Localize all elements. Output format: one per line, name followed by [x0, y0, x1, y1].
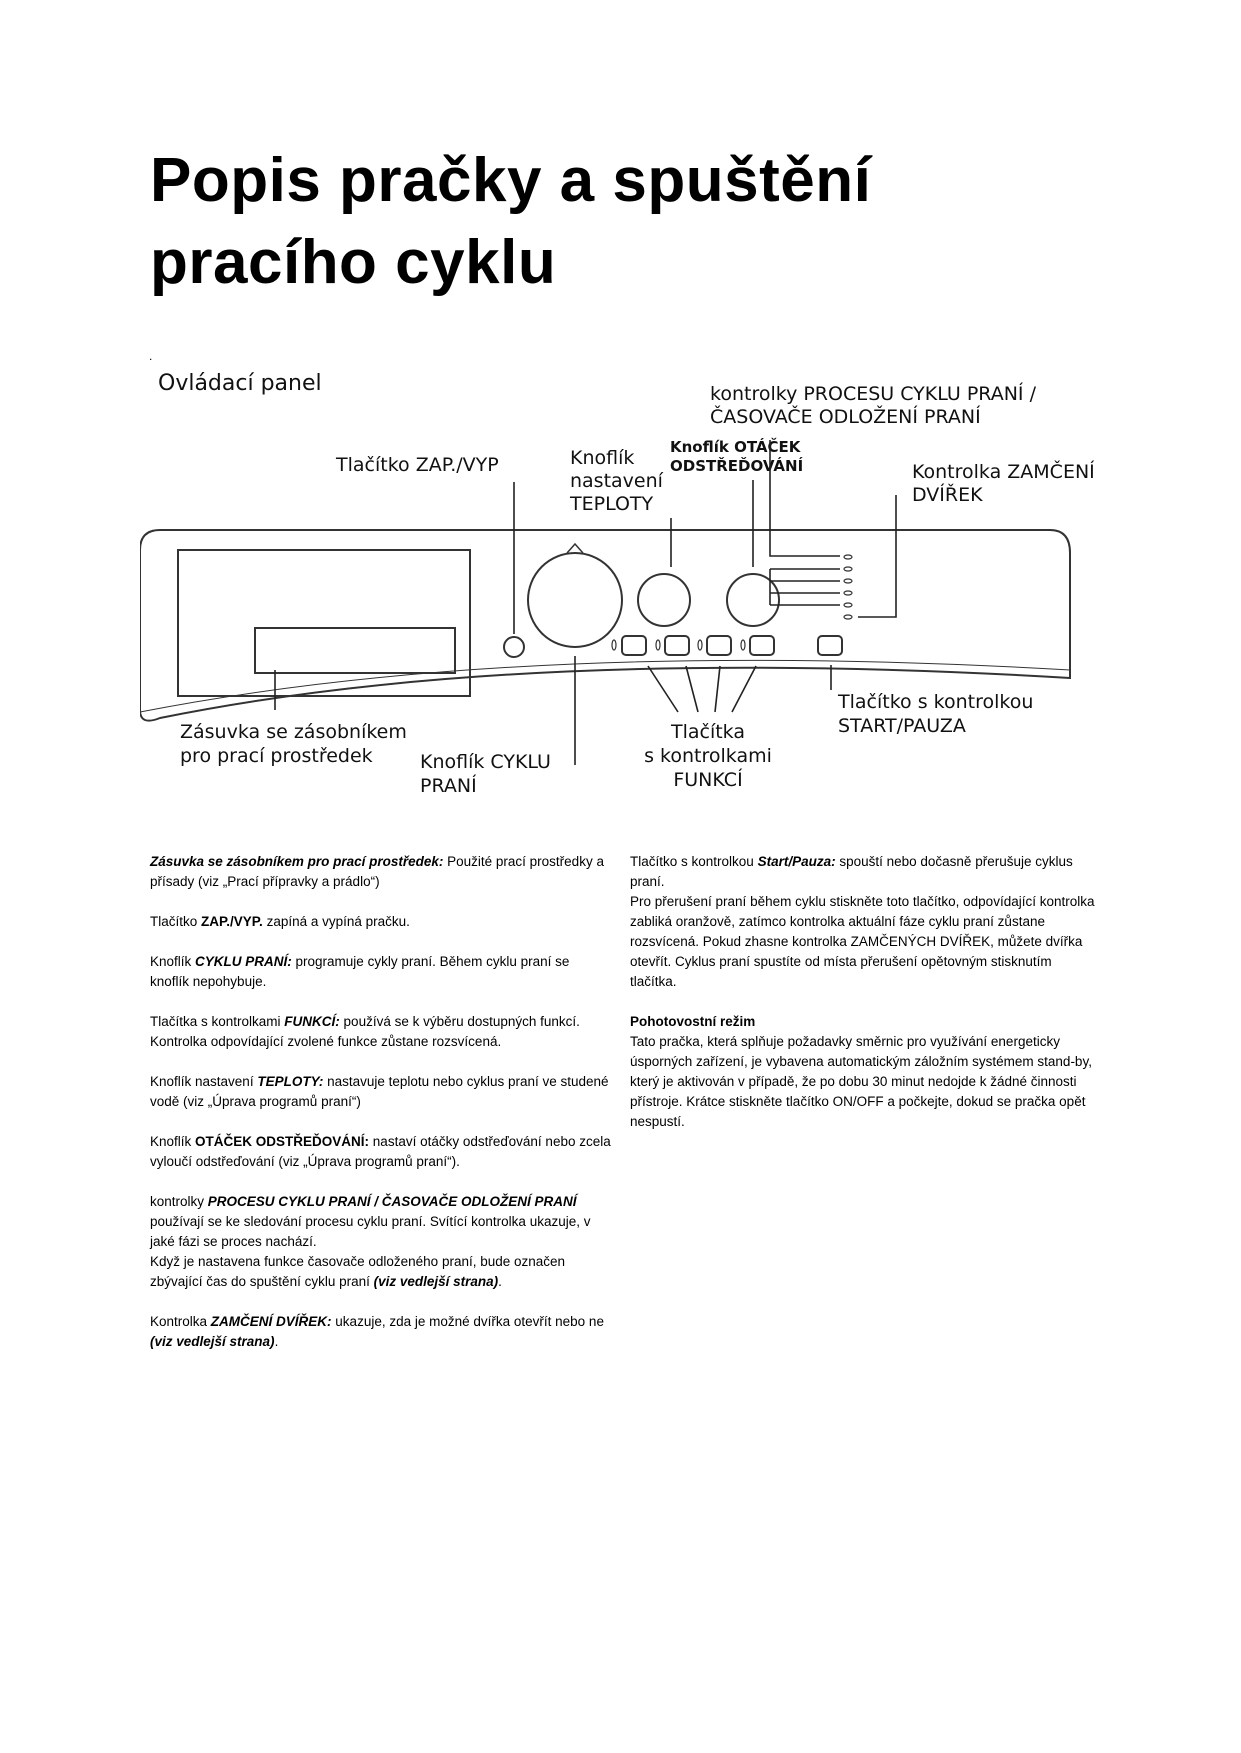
paragraph-progress: kontrolky PROCESU CYKLU PRANÍ / ČASOVAČE ODLOŽENÍ PRANÍ používají se ke sledování procesu cyklu praní. Svítící kontrolka ukazuje, v jaké fázi se proces nachází. — [150, 1194, 591, 1249]
label-cycle-1: Knoflík CYKLU — [420, 751, 551, 773]
function-button-3-icon — [707, 636, 731, 655]
left-column — [150, 852, 612, 1372]
paragraph-spin: Knoflík OTÁČEK ODSTŘEĎOVÁNÍ: nastaví otáčky odstřeďování nebo zcela vyloučí odstřeďování (viz „Úprava programů praní“). — [150, 1134, 611, 1169]
label-spin-1: Knoflík OTÁČEK — [670, 438, 801, 456]
label-functions-1: Tlačítka — [670, 721, 746, 743]
label-cycle-2: PRANÍ — [420, 775, 477, 797]
paragraph-functions: Tlačítka s kontrolkami FUNKCÍ: používá se k výběru dostupných funkcí. Kontrolka odpovídající zvolené funkce zůstane rozsvícená. — [150, 1014, 580, 1049]
function-led-icons — [612, 640, 745, 650]
label-functions-3: FUNKCÍ — [673, 769, 743, 791]
onoff-button-icon — [504, 637, 524, 657]
control-panel-diagram — [140, 360, 1100, 820]
paragraph-drawer: Zásuvka se zásobníkem pro prací prostředek: Použité prací prostředky a přísady (viz „Prací přípravky a prádlo“) — [150, 854, 604, 889]
label-drawer-1: Zásuvka se zásobníkem — [180, 721, 407, 743]
paragraph-temperature: Knoflík nastavení TEPLOTY: nastavuje teplotu nebo cyklus praní ve studené vodě (viz „Úprava programů praní“) — [150, 1074, 609, 1109]
label-temp-2: nastavení — [570, 470, 663, 492]
label-drawer-2: pro prací prostředek — [180, 745, 373, 767]
paragraph-pause: Pro přerušení praní během cyklu stiskněte toto tlačítko, odpovídající kontrolka zabliká oranžově, zatímco kontrolka aktuální fáze cyklu praní zůstane rozsvícená. Pokud zhasne kontrolka ZAMČENÝCH DVÍŘEK, můžete dvířka otevřít. Cyklus praní spustíte od místa přerušení opětovným stisknutím tlačítka. — [630, 894, 1095, 989]
paragraph-delay: Když je nastavena funkce časovače odloženého praní, bude označen zbývající čas do spuštění cyklu praní (viz vedlejší strana). — [150, 1254, 566, 1289]
paragraph-start: Tlačítko s kontrolkou Start/Pauza: spouští nebo dočasně přerušuje cyklus praní. — [630, 854, 1073, 889]
paragraph-standby: Tato pračka, která splňuje požadavky směrnic pro využívání energeticky úsporných zařízení, je vybavena automatickým záložním systémem stand-by, který je aktivován v případě, že po dobu 30 minut nedojde k žádné činnosti přístroje. Krátce stiskněte tlačítko ON/OFF a počkejte, dokud se pračka opět nespustí. — [630, 1034, 1092, 1129]
label-start-2: START/PAUZA — [838, 715, 966, 737]
right-column — [630, 852, 1100, 1152]
label-progress-2: ČASOVAČE ODLOŽENÍ PRANÍ — [710, 406, 981, 428]
start-pause-button-icon — [818, 636, 842, 655]
paragraph-onoff: Tlačítko ZAP./VYP. zapíná a vypíná pračku. — [150, 914, 410, 929]
function-button-1-icon — [622, 636, 646, 655]
standby-heading: Pohotovostní režim — [630, 1014, 756, 1029]
label-functions-2: s kontrolkami — [644, 745, 772, 767]
paragraph-lock: Kontrolka ZAMČENÍ DVÍŘEK: ukazuje, zda je možné dvířka otevřít nebo ne (viz vedlejší strana). — [150, 1314, 604, 1349]
cycle-knob-icon — [528, 553, 622, 647]
label-temp-3: TEPLOTY — [570, 493, 654, 515]
function-button-4-icon — [750, 636, 774, 655]
label-temp-1: Knoflík — [570, 447, 635, 469]
label-lock-2: DVÍŘEK — [912, 484, 983, 506]
label-start-1: Tlačítko s kontrolkou — [838, 691, 1034, 713]
label-lock-1: Kontrolka ZAMČENÍ — [912, 461, 1095, 483]
label-progress-1: kontrolky PROCESU CYKLU PRANÍ / — [710, 383, 1036, 405]
label-onoff: Tlačítko ZAP./VYP — [336, 454, 499, 476]
panel-title: Ovládací panel — [158, 371, 322, 396]
progress-led-icons — [844, 555, 852, 619]
stray-dot: . — [149, 349, 153, 363]
drawer-handle — [255, 628, 455, 673]
page-title: Popis pračky a spuštění pracího cyklu — [150, 146, 872, 297]
drawer-outline — [178, 550, 470, 696]
paragraph-cycle: Knoflík CYKLU PRANÍ: programuje cykly praní. Během cyklu praní se knoflík nepohybuje. — [150, 954, 570, 989]
label-spin-2: ODSTŘEĎOVÁNÍ — [670, 457, 804, 475]
temperature-knob-icon — [638, 574, 690, 626]
function-button-2-icon — [665, 636, 689, 655]
